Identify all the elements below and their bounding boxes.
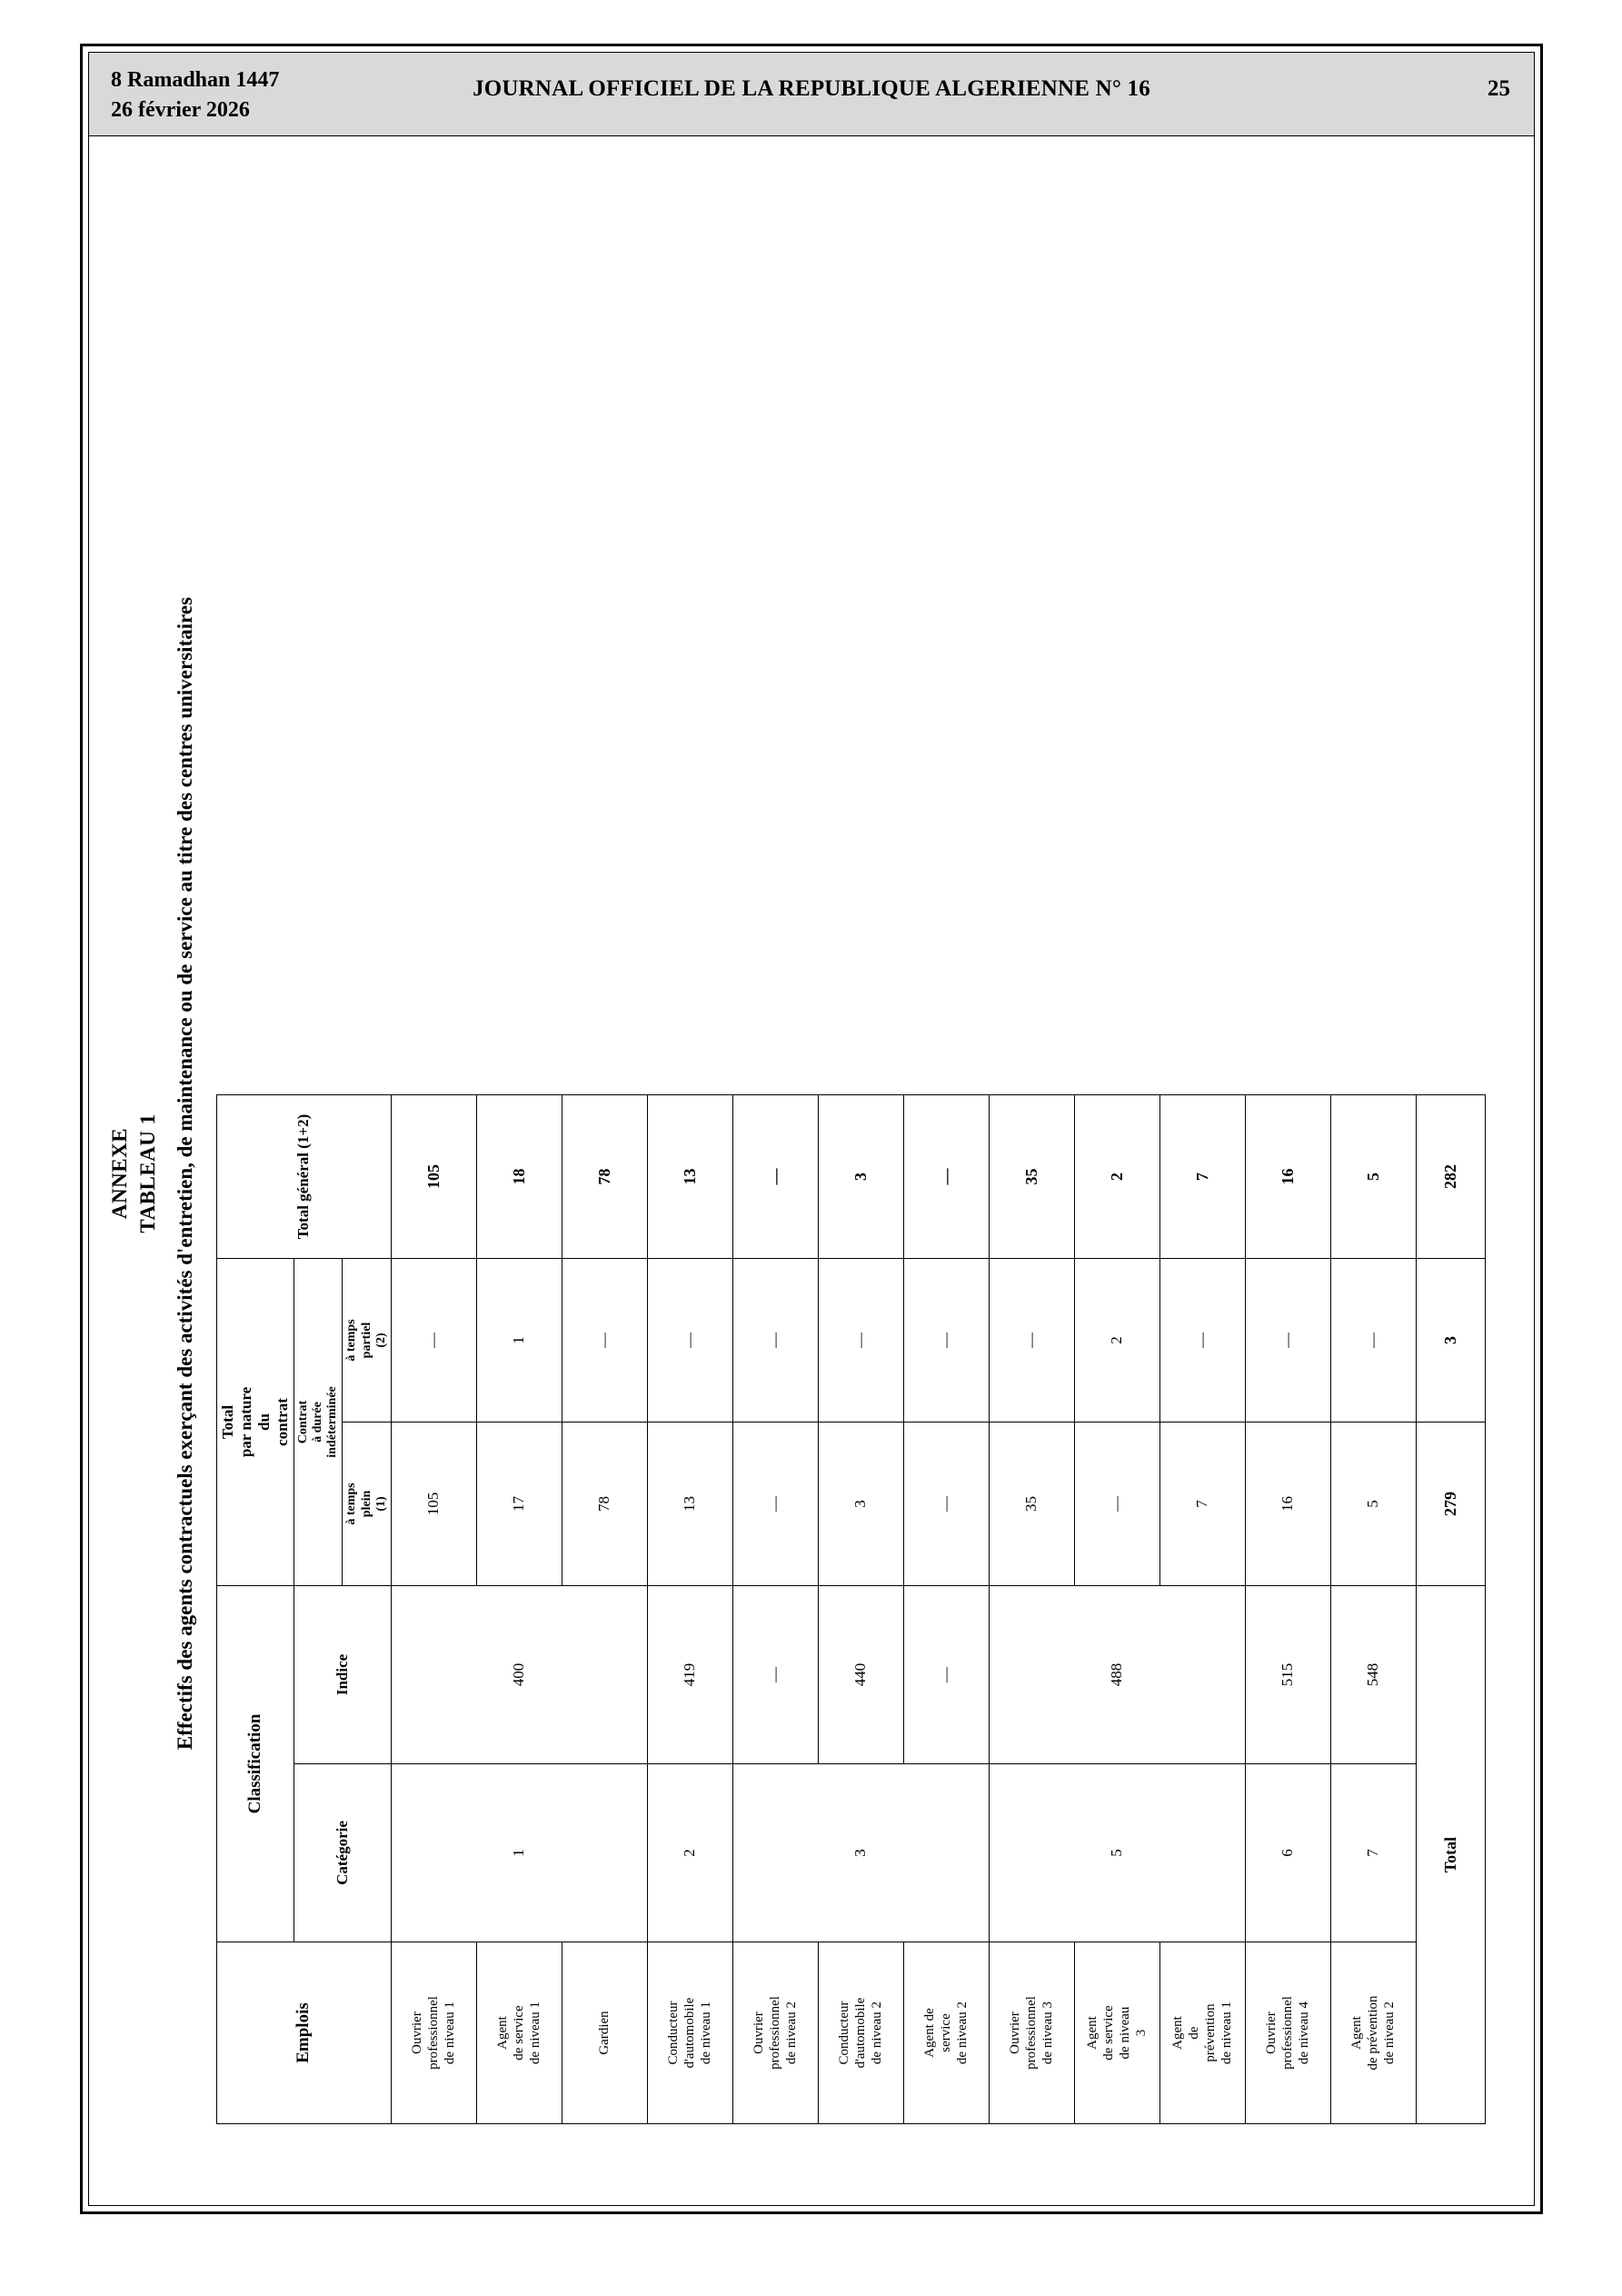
emploi-line: de [1187,2026,1202,2040]
temps-partiel-line-2: partiel [359,1322,373,1359]
table-description: Effectifs des agents contractuels exerçant des activités d'entretien, de maintenance ou de service au titre des centres universitaires [174,596,196,1751]
cell-temps-partiel: — [903,1259,989,1423]
cell-temps-partiel: 1 [476,1259,562,1423]
cell-total: — [732,1095,818,1259]
cell-temps-partiel: — [647,1259,732,1423]
cell-total-general: 282 [1416,1095,1485,1259]
emploi-line: professionnel [426,1996,442,2070]
emploi-line: Agent [1170,2016,1186,2050]
total-nature-line-4: contrat [274,1398,292,1446]
col-header-categorie: Catégorie [294,1764,392,1942]
col-header-total-general: Total général (1+2) [217,1095,392,1259]
cell-temps-plein: 105 [391,1423,476,1586]
col-header-temps-partiel [343,1259,391,1423]
cell-total: 7 [1159,1095,1245,1259]
contrat-line-2: à durée [311,1402,325,1442]
cell-emploi [732,1942,818,2124]
cell-emploi [476,1942,562,2124]
cell-temps-partiel: — [1245,1259,1330,1423]
total-nature-line-3: du [255,1413,274,1431]
emploi-line: Conducteur [837,2001,852,2065]
emploi-line: de niveau 2 [784,2001,800,2065]
emploi-line: d'automobile [682,1997,698,2069]
cell-emploi [647,1942,732,2124]
cell-indice: 400 [391,1586,647,1764]
emploi-line: de niveau 1 [528,2001,543,2065]
cell-temps-plein: 35 [989,1423,1074,1586]
cell-emploi [391,1942,476,2124]
emploi-line: de prévention [1366,1995,1381,2071]
emploi-line: Ouvrier [751,2011,767,2054]
emploi-line: de service [1101,2005,1117,2061]
emploi-line: Gardien [597,2011,612,2055]
table-row [391,1095,476,2124]
cell-total-temps-partiel: 3 [1416,1259,1485,1423]
cell-temps-partiel: — [989,1259,1074,1423]
emploi-line: professionnel [1280,1996,1296,2070]
emploi-line: Ouvrier [1264,2011,1279,2054]
cell-total: 13 [647,1095,732,1259]
cell-categorie: 5 [989,1764,1245,1942]
page-border-outer [80,44,1543,2214]
emploi-line: Agent de [922,2008,938,2058]
emploi-line: Ouvrier [410,2011,425,2054]
cell-indice: 515 [1245,1586,1330,1764]
cell-temps-partiel: — [732,1259,818,1423]
cell-total: 3 [818,1095,903,1259]
page-number: 25 [1488,76,1510,101]
temps-plein-line-1: à temps [344,1482,359,1525]
temps-partiel-line-1: à temps [344,1319,359,1362]
cell-temps-plein: 3 [818,1423,903,1586]
emploi-line: de niveau 2 [1382,2001,1398,2065]
cell-temps-plein: 13 [647,1423,732,1586]
cell-indice: 440 [818,1586,903,1764]
cell-total: 105 [391,1095,476,1259]
effectifs-table [216,1094,1486,2124]
table-row [1330,1095,1416,2124]
cell-categorie: 6 [1245,1764,1330,1942]
emploi-line: Agent [495,2016,511,2050]
cell-temps-plein: 78 [562,1423,647,1586]
emploi-line: de niveau 1 [1219,2001,1235,2065]
contrat-line-3: indéterminée [325,1386,340,1458]
table-row [732,1095,818,2124]
col-header-total-nature-contrat [217,1259,294,1586]
cell-temps-partiel: — [1330,1259,1416,1423]
cell-temps-plein: — [903,1423,989,1586]
page-border-inner [88,52,1535,2206]
cell-categorie: 3 [732,1764,989,1942]
emploi-line: de niveau 3 [1040,2001,1056,2065]
col-header-indice: Indice [294,1586,392,1764]
annex-label: ANNEXE [108,1127,131,1220]
emploi-line: de service [512,2005,527,2061]
cell-temps-partiel: — [391,1259,476,1423]
cell-indice: — [903,1586,989,1764]
table-label: TABLEAU 1 [136,1113,159,1233]
cell-temps-plein: — [1074,1423,1159,1586]
cell-emploi [1245,1942,1330,2124]
table-row [903,1095,989,2124]
cell-total: 5 [1330,1095,1416,1259]
col-header-emplois: Emplois [217,1942,392,2124]
temps-plein-line-2: plein [359,1490,373,1518]
cell-categorie: 1 [391,1764,647,1942]
emploi-line: Agent [1349,2016,1365,2050]
cell-emploi [562,1942,647,2124]
emploi-line: de niveau 2 [955,2001,970,2065]
temps-partiel-line-3: (2) [373,1333,388,1348]
cell-temps-partiel: — [1159,1259,1245,1423]
cell-categorie: 2 [647,1764,732,1942]
emploi-line: 3 [1134,2029,1149,2037]
emploi-line: de niveau 1 [443,2001,458,2065]
cell-emploi [989,1942,1074,2124]
emploi-line: service [939,2013,954,2052]
cell-indice: 488 [989,1586,1245,1764]
table-row [647,1095,732,2124]
cell-temps-partiel: — [562,1259,647,1423]
emploi-line: Ouvrier [1008,2011,1023,2054]
table-total-row [1416,1095,1485,2124]
cell-total: 18 [476,1095,562,1259]
cell-indice: — [732,1586,818,1764]
table-header-row-1 [217,1095,294,2124]
cell-temps-plein: 16 [1245,1423,1330,1586]
total-nature-line-1: Total [219,1404,236,1440]
cell-emploi [1074,1942,1159,2124]
cell-emploi [1330,1942,1416,2124]
cell-total: 35 [989,1095,1074,1259]
cell-emploi [903,1942,989,2124]
col-header-classification: Classification [217,1586,294,1942]
cell-temps-plein: 17 [476,1423,562,1586]
cell-temps-partiel: — [818,1259,903,1423]
emploi-line: de niveau 4 [1297,2001,1312,2065]
cell-temps-plein: 7 [1159,1423,1245,1586]
cell-emploi [818,1942,903,2124]
cell-total-temps-plein: 279 [1416,1423,1485,1586]
emploi-line: de niveau [1118,2006,1133,2060]
header-date-hijri: 8 Ramadhan 1447 [111,68,280,92]
emploi-line: d'automobile [853,1997,869,2069]
rotated-content-area [89,136,1539,2211]
emploi-line: de niveau 2 [870,2001,885,2065]
emploi-line: professionnel [768,1996,783,2070]
rotated-content [89,136,1539,2211]
cell-total-label: Total [1416,1586,1485,2124]
cell-total: — [903,1095,989,1259]
cell-temps-plein: 5 [1330,1423,1416,1586]
col-header-contrat-duree-indeterminee [294,1259,343,1586]
emploi-line: de niveau 1 [699,2001,714,2065]
emploi-line: professionnel [1024,1996,1040,2070]
temps-plein-line-3: (1) [373,1496,388,1512]
table-row [818,1095,903,2124]
cell-indice: 548 [1330,1586,1416,1764]
cell-categorie: 7 [1330,1764,1416,1942]
journal-title: JOURNAL OFFICIEL DE LA REPUBLIQUE ALGERIENNE N° 16 [473,76,1150,101]
cell-total: 78 [562,1095,647,1259]
page-header [89,53,1534,136]
emploi-line: Agent [1085,2016,1100,2050]
header-date-gregorian: 26 février 2026 [111,98,250,122]
cell-total: 16 [1245,1095,1330,1259]
cell-temps-plein: — [732,1423,818,1586]
total-nature-line-2: par nature [237,1386,255,1458]
table-row [1245,1095,1330,2124]
emploi-line: prévention [1203,2003,1219,2062]
emploi-line: Conducteur [666,2001,682,2065]
col-header-temps-plein [343,1423,391,1586]
annex-titles [105,136,202,2211]
table-row [989,1095,1074,2124]
cell-emploi [1159,1942,1245,2124]
contrat-line-1: Contrat [296,1400,311,1444]
cell-total: 2 [1074,1095,1159,1259]
cell-indice: 419 [647,1586,732,1764]
cell-temps-partiel: 2 [1074,1259,1159,1423]
